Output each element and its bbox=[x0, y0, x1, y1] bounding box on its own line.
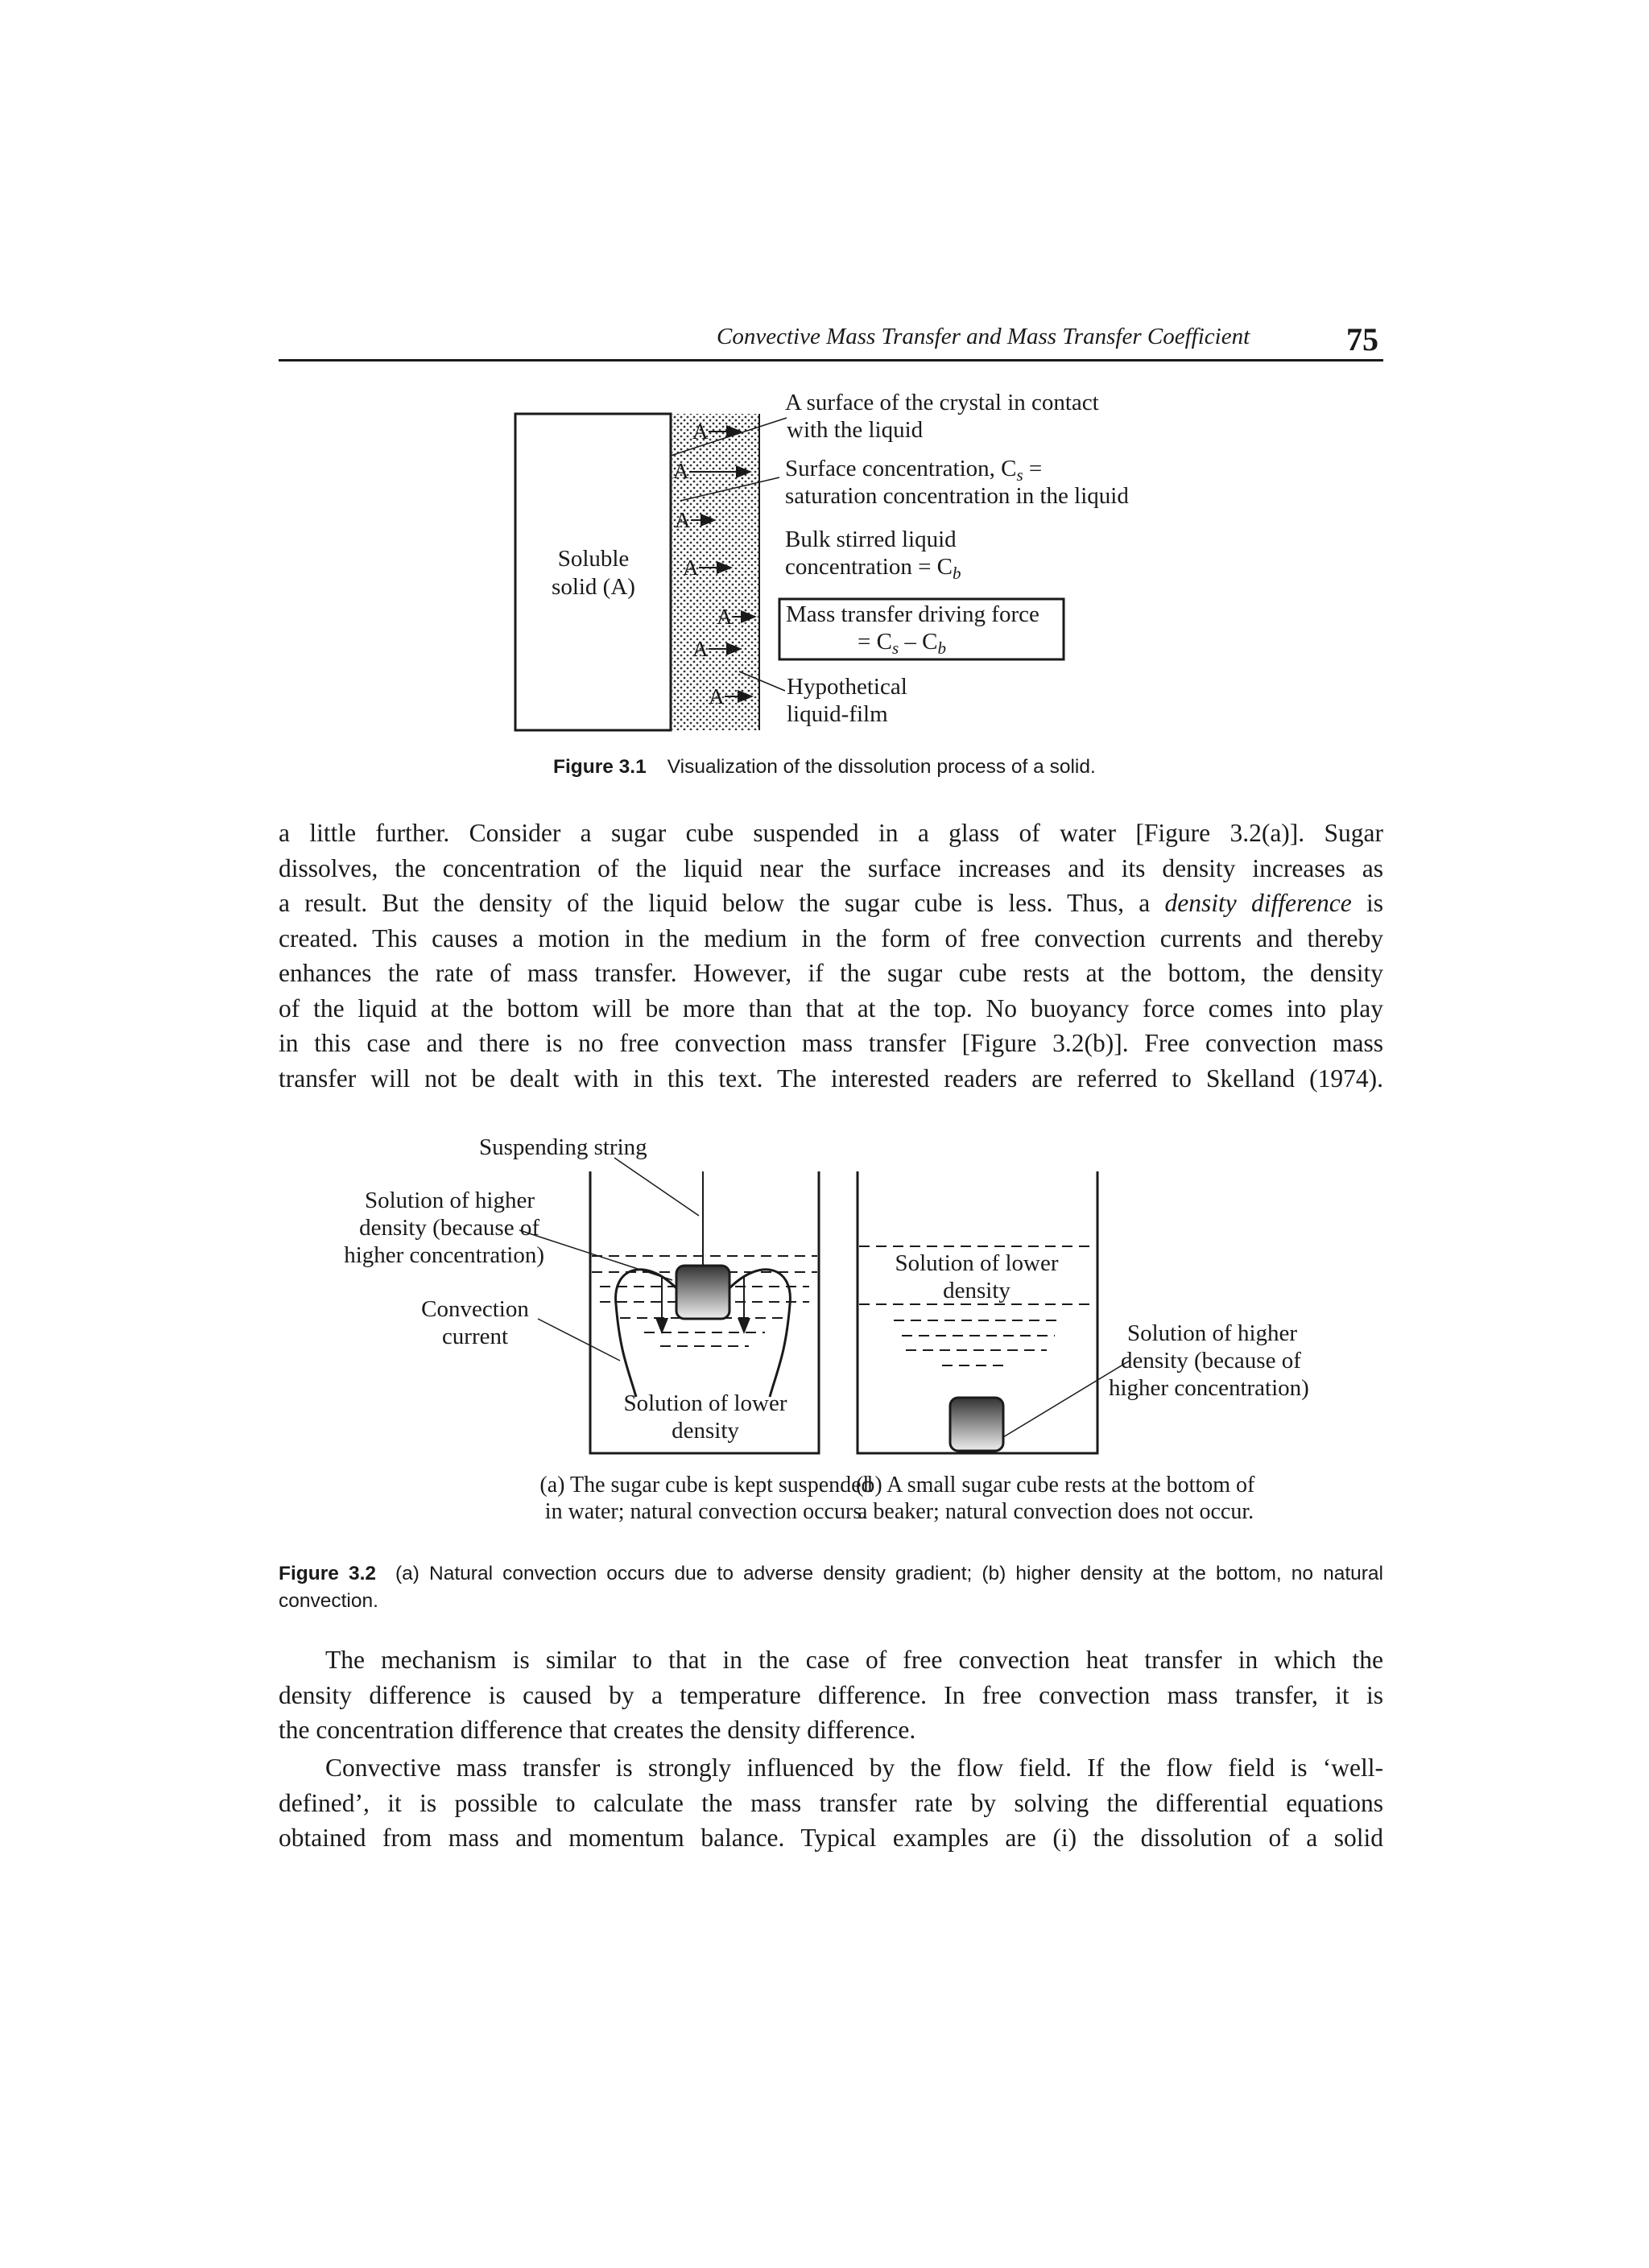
label-suspending-string: Suspending string bbox=[479, 1134, 647, 1160]
label-surfconc-2: saturation concentration in the liquid bbox=[785, 483, 1129, 509]
paragraph-3: Convective mass transfer is strongly influenced by the flow field. If the flow field is ‘well- defined’, it is possible to calculate the mass transfer rate by solving the differential equations obtained from mass and momentum balance. Typical examples are (i) the dissolution of a solid bbox=[279, 1754, 1383, 1852]
figure-3-1 bbox=[507, 378, 1176, 741]
label-b-lower-1: Solution of lower bbox=[895, 1250, 1059, 1276]
sugar-cube-b bbox=[950, 1398, 1003, 1451]
page-number: 75 bbox=[1346, 321, 1378, 357]
label-surface-2: with the liquid bbox=[787, 417, 924, 443]
subcaption-b-1: (b) A small sugar cube rests at the bottom of bbox=[856, 1473, 1255, 1498]
svg-text:A: A bbox=[675, 508, 691, 532]
svg-text:A: A bbox=[717, 605, 733, 629]
label-film-1: Hypothetical bbox=[787, 674, 907, 700]
beaker-b bbox=[858, 1171, 1130, 1453]
label-b-higher-1: Solution of higher bbox=[1127, 1320, 1298, 1346]
label-b-higher-3: higher concentration) bbox=[1109, 1375, 1309, 1401]
label-driving-2: = $C_s - C_b$ bbox=[858, 629, 946, 658]
running-title: Convective Mass Transfer and Mass Transfer Coefficient bbox=[717, 324, 1250, 349]
soluble-solid-box bbox=[515, 414, 671, 730]
subcaption-b-2: a beaker; natural convection does not occur. bbox=[858, 1499, 1254, 1524]
header-rule bbox=[279, 359, 1383, 361]
subcaption-a-1: (a) The sugar cube is kept suspended bbox=[539, 1473, 873, 1498]
label-a-lower-1: Solution of lower bbox=[623, 1390, 787, 1416]
figure-3-1-caption: Figure 3.1 Visualization of the dissolution process of a solid. bbox=[553, 756, 1096, 778]
svg-text:A: A bbox=[709, 684, 725, 708]
label-b-higher-2: density (because of bbox=[1121, 1348, 1301, 1374]
svg-text:A: A bbox=[683, 556, 699, 580]
label-a-higher-2: density (because of bbox=[359, 1215, 539, 1241]
label-surfconc-1: Surface concentration, $C_s$ = bbox=[785, 456, 1043, 485]
figure-3-2-caption: Figure 3.2 (a) Natural convection occurs due to adverse density gradient; (b) higher density at the bottom, no natural convection. bbox=[279, 1563, 1383, 1612]
svg-text:A: A bbox=[692, 637, 709, 661]
label-bulk-2: concentration = $C_b$ bbox=[785, 554, 961, 583]
solid-label-1: Soluble bbox=[557, 546, 630, 572]
svg-text:A: A bbox=[673, 459, 689, 483]
subcaption-a-2: in water; natural convection occurs. bbox=[544, 1499, 868, 1524]
label-b-lower-2: density bbox=[943, 1278, 1010, 1303]
label-surface-1: A surface of the crystal in contact bbox=[785, 390, 1099, 415]
label-bulk-1: Bulk stirred liquid bbox=[785, 527, 957, 552]
label-convection-2: current bbox=[441, 1324, 509, 1349]
sugar-cube-a bbox=[676, 1266, 729, 1319]
solid-label-2: solid (A) bbox=[552, 574, 635, 600]
label-a-lower-2: density bbox=[672, 1418, 739, 1444]
paragraph-2: The mechanism is similar to that in the case of free convection heat transfer in which the density difference is caused by a temperature difference. In free convection mass transfer, it is the concentration difference that creates the density difference. bbox=[279, 1646, 1383, 1744]
label-a-higher-1: Solution of higher bbox=[364, 1188, 535, 1213]
paragraph-1: a little further. Consider a sugar cube suspended in a glass of water [Figure 3.2(a)]. Sugar dissolves, the concentration of the liquid near the surface increases and its density increases as a result. But the density of the liquid below the sugar cube is less. Thus, a density difference is created. This causes a motion in the medium in the form of free convection currents and thereby enhances the rate of mass transfer. However, if the sugar cube rests at the bottom, the density of the liquid at the bottom will be more than that at the top. No buoyancy force comes into play in this case and there is no free convection mass transfer [Figure 3.2(b)]. Free convection mass transfer will not be dealt with in this text. The interested readers are referred to Skelland (1974). bbox=[279, 819, 1384, 1093]
label-film-2: liquid-film bbox=[787, 701, 888, 727]
label-a-higher-3: higher concentration) bbox=[344, 1242, 544, 1268]
figure-3-2 bbox=[322, 1127, 1337, 1546]
label-driving-1: Mass transfer driving force bbox=[786, 601, 1039, 627]
label-convection-1: Convection bbox=[421, 1296, 529, 1322]
svg-text:A: A bbox=[692, 419, 709, 444]
